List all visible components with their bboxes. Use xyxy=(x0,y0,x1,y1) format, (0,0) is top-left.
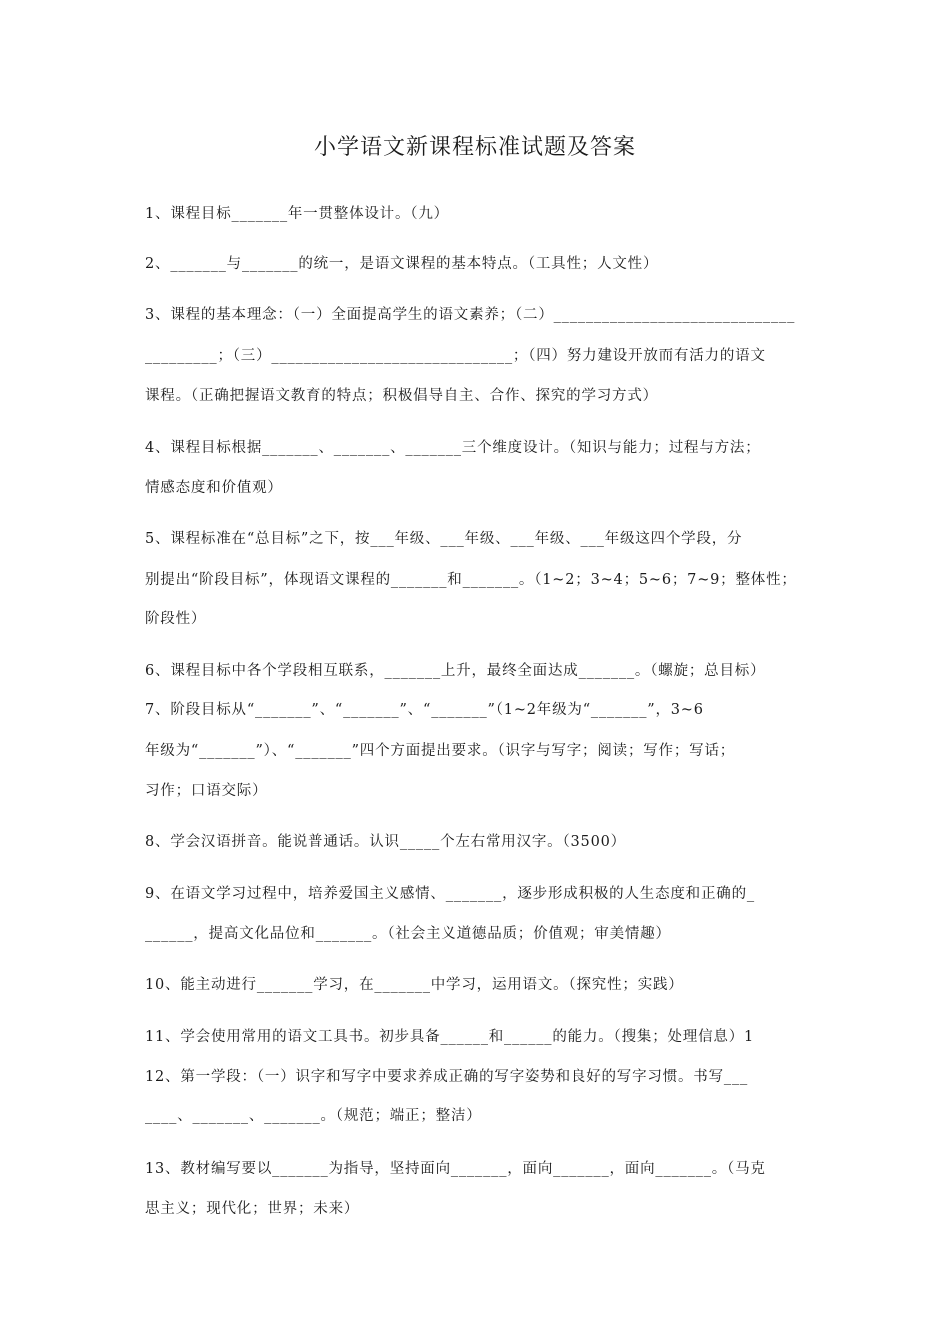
question-11: 11、学会使用常用的语文工具书。初步具备______和______的能力。（搜集；处理信息）1 xyxy=(145,1029,755,1045)
question-12-line-2: ____、_______、_______。（规范；端正；整洁） xyxy=(145,1108,482,1124)
question-5-line-3: 阶段性） xyxy=(145,611,207,627)
question-9-line-1: 9、在语文学习过程中，培养爱国主义感情、_______，逐步形成积极的人生态度和正确的_ xyxy=(145,886,755,902)
question-3-line-1: 3、课程的基本理念：（一）全面提高学生的语文素养；（二）______________________________ xyxy=(145,307,796,323)
question-5-line-2: 别提出“阶段目标”，体现语文课程的_______和_______。（1~2；3~4；5~6；7~9；整体性； xyxy=(145,572,797,588)
question-13-line-1: 13、教材编写要以_______为指导，坚持面向_______，面向_______，面向_______。（马克 xyxy=(145,1161,766,1177)
question-4-line-2: 情感态度和价值观） xyxy=(145,480,283,496)
question-5-line-1: 5、课程标准在“总目标”之下，按___年级、___年级、___年级、___年级这四个学段，分 xyxy=(145,531,743,547)
question-2: 2、_______与_______的统一，是语文课程的基本特点。（工具性；人文性） xyxy=(145,256,659,272)
question-8: 8、学会汉语拼音。能说普通话。认识_____个左右常用汉字。（3500） xyxy=(145,834,626,850)
question-7-line-1: 7、阶段目标从“_______”、“_______”、“_______”（1~2年级为“_______”，3~6 xyxy=(145,702,704,718)
question-7-line-3: 习作；口语交际） xyxy=(145,783,268,799)
question-1: 1、课程目标_______年一贯整体设计。（九） xyxy=(145,206,449,222)
question-9-line-2: ______，提高文化品位和_______。（社会主义道德品质；价值观；审美情趣） xyxy=(145,926,671,942)
question-3-line-3: 课程。（正确把握语文教育的特点；积极倡导自主、合作、探究的学习方式） xyxy=(145,388,658,404)
question-10: 10、能主动进行_______学习，在_______中学习，运用语文。（探究性；实践） xyxy=(145,977,684,993)
question-4-line-1: 4、课程目标根据_______、_______、_______三个维度设计。（知识与能力；过程与方法； xyxy=(145,440,761,456)
question-13-line-2: 思主义；现代化；世界；未来） xyxy=(145,1201,360,1217)
question-3-line-2: _________；（三）______________________________；（四）努力建设开放而有活力的语文 xyxy=(145,348,766,364)
question-7-line-2: 年级为“_______”）、“_______”四个方面提出要求。（识字与写字；阅读；写作；写话； xyxy=(145,743,736,759)
document-title: 小学语文新课程标准试题及答案 xyxy=(313,135,636,160)
question-6: 6、课程目标中各个学段相互联系，_______上升，最终全面达成_______。（螺旋；总目标） xyxy=(145,663,766,679)
question-12-line-1: 12、第一学段：（一）识字和写字中要求养成正确的写字姿势和良好的写字习惯。书写___ xyxy=(145,1069,749,1085)
